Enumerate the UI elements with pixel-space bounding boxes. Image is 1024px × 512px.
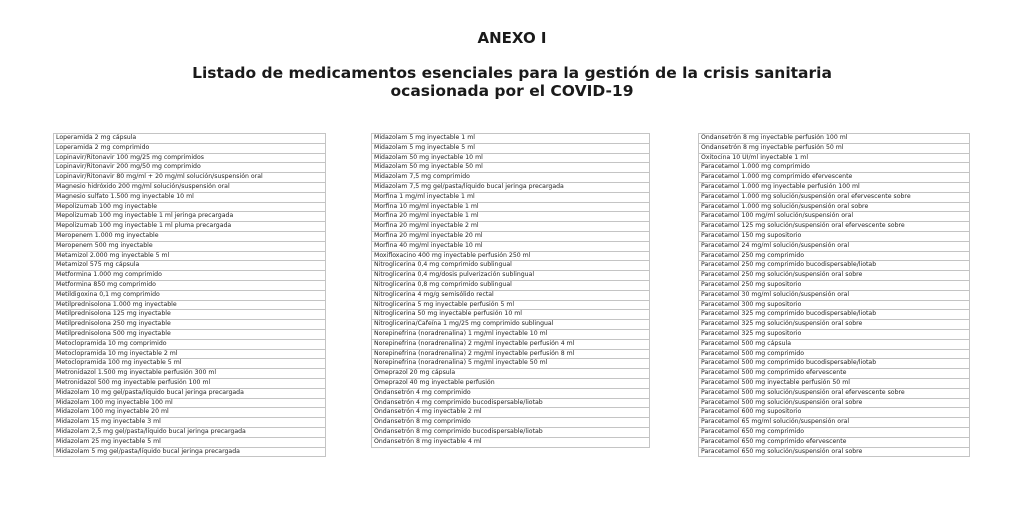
table-row [54,163,326,173]
table-row [372,418,650,428]
table-row [54,231,326,241]
table-row [54,329,326,339]
table-row [699,202,970,212]
table-row [699,329,970,339]
medication-cell: Metformina 1.000 mg comprimido [54,271,326,281]
medication-cell: Mepolizumab 100 mg inyectable 1 ml pluma precargada [54,222,326,232]
table-row [372,271,650,281]
medication-table-column-1 [53,133,326,457]
table-row [699,300,970,310]
medication-cell: Midazolam 5 mg gel/pasta/líquido bucal jeringa precargada [54,447,326,457]
medication-cell: Nitroglicerina 5 mg inyectable perfusión 5 ml [372,300,650,310]
table-row [699,359,970,369]
table-row [699,173,970,183]
table-row [54,143,326,153]
medication-cell: Paracetamol 250 mg comprimido bucodispersable/liotab [699,261,970,271]
medication-cell: Paracetamol 1.000 mg inyectable perfusión 100 ml [699,182,970,192]
table-row [699,182,970,192]
table-row [54,202,326,212]
medication-cell: Metildigoxina 0,1 mg comprimido [54,290,326,300]
table-row [699,231,970,241]
title-line-2: ocasionada por el COVID-19 [390,82,634,100]
table-row [372,280,650,290]
table-row [699,408,970,418]
table-row [54,349,326,359]
table-row [699,398,970,408]
table-row [372,329,650,339]
medication-cell: Paracetamol 500 mg comprimido efervescente [699,369,970,379]
medication-cell: Midazolam 2,5 mg gel/pasta/líquido bucal jeringa precargada [54,427,326,437]
table-row [54,173,326,183]
table-row [699,153,970,163]
medication-cell: Midazolam 15 mg inyectable 3 ml [54,418,326,428]
medication-cell: Midazolam 25 mg inyectable 5 ml [54,437,326,447]
medication-cell: Midazolam 7,5 mg comprimido [372,173,650,183]
medication-cell: Magnesio hidróxido 200 mg/ml solución/suspensión oral [54,182,326,192]
table-row [372,437,650,447]
table-row [54,153,326,163]
medication-cell: Midazolam 7,5 mg gel/pasta/líquido bucal jeringa precargada [372,182,650,192]
medication-cell: Ondansetrón 8 mg comprimido bucodispersable/liotab [372,427,650,437]
table-row [699,437,970,447]
medication-cell: Metoclopramida 10 mg comprimido [54,339,326,349]
table-row [54,388,326,398]
table-row [54,300,326,310]
table-row [699,349,970,359]
table-row [54,427,326,437]
medication-table-column-3 [698,133,970,457]
medication-cell: Lopinavir/Ritonavir 200 mg/50 mg comprimido [54,163,326,173]
medication-cell: Mepolizumab 100 mg inyectable [54,202,326,212]
medication-cell: Moxifloxacino 400 mg inyectable perfusión 250 ml [372,251,650,261]
table-row [54,418,326,428]
medication-cell: Ondansetrón 8 mg inyectable perfusión 50 ml [699,143,970,153]
medication-cell: Nitroglicerina 4 mg/g semisólido rectal [372,290,650,300]
table-row [372,349,650,359]
medication-cell: Nitroglicerina 0,4 mg comprimido sublingual [372,261,650,271]
medication-cell: Paracetamol 325 mg comprimido bucodispersable/liotab [699,310,970,320]
table-row [699,212,970,222]
medication-cell: Metilprednisolona 125 mg inyectable [54,310,326,320]
table-row [372,378,650,388]
medication-cell: Metilprednisolona 500 mg inyectable [54,329,326,339]
medication-cell: Norepinefrina (noradrenalina) 2 mg/ml inyectable perfusión 4 ml [372,339,650,349]
medication-cell: Magnesio sulfato 1.500 mg inyectable 10 ml [54,192,326,202]
table-row [54,378,326,388]
medication-cell: Metamizol 575 mg cápsula [54,261,326,271]
table-row [372,182,650,192]
table-row [54,447,326,457]
medication-cell: Paracetamol 325 mg solución/suspensión oral sobre [699,320,970,330]
medication-cell: Nitroglicerina 0,8 mg comprimido sublingual [372,280,650,290]
medication-table-column-2 [371,133,650,448]
medication-cell: Paracetamol 1.000 mg solución/suspensión oral sobre [699,202,970,212]
table-row [699,418,970,428]
medication-cell: Paracetamol 65 mg/ml solución/suspensión oral [699,418,970,428]
table-row [372,231,650,241]
medication-cell: Morfina 20 mg/ml inyectable 2 ml [372,222,650,232]
medication-cell: Midazolam 100 mg inyectable 20 ml [54,408,326,418]
medication-cell: Oxitocina 10 UI/ml inyectable 1 ml [699,153,970,163]
annex-heading: ANEXO I [477,29,547,47]
table-row [372,241,650,251]
medication-cell: Mepolizumab 100 mg inyectable 1 ml jeringa precargada [54,212,326,222]
medication-cell: Ondansetrón 4 mg comprimido bucodispersable/liotab [372,398,650,408]
table-row [699,241,970,251]
table-row [699,427,970,437]
medication-cell: Paracetamol 325 mg supositorio [699,329,970,339]
table-row [54,437,326,447]
medication-cell: Norepinefrina (noradrenalina) 5 mg/ml inyectable 50 ml [372,359,650,369]
table-row [372,192,650,202]
document-title [160,64,864,100]
table-row [699,339,970,349]
table-row [372,261,650,271]
table-row [54,134,326,144]
medication-cell: Paracetamol 250 mg solución/suspensión oral sobre [699,271,970,281]
table-row [54,182,326,192]
medication-cell: Paracetamol 100 mg/ml solución/suspensión oral [699,212,970,222]
table-row [372,134,650,144]
medication-cell: Norepinefrina (noradrenalina) 1 mg/ml inyectable 10 ml [372,329,650,339]
medication-cell: Midazolam 50 mg inyectable 50 ml [372,163,650,173]
medication-cell: Morfina 20 mg/ml inyectable 20 ml [372,231,650,241]
medication-cell: Metformina 850 mg comprimido [54,280,326,290]
table-row [372,388,650,398]
medication-cell: Metilprednisolona 1.000 mg inyectable [54,300,326,310]
medication-cell: Paracetamol 500 mg inyectable perfusión 50 ml [699,378,970,388]
medication-cell: Paracetamol 300 mg supositorio [699,300,970,310]
table-row [699,222,970,232]
table-row [699,290,970,300]
medication-cell: Ondansetrón 4 mg comprimido [372,388,650,398]
medication-cell: Morfina 1 mg/ml inyectable 1 ml [372,192,650,202]
medication-cell: Midazolam 100 mg inyectable 100 ml [54,398,326,408]
medication-cell: Omeprazol 40 mg inyectable perfusión [372,378,650,388]
table-row [54,408,326,418]
medication-cell: Metamizol 2.000 mg inyectable 5 ml [54,251,326,261]
table-row [372,310,650,320]
table-row [54,369,326,379]
medication-cell: Paracetamol 1.000 mg comprimido [699,163,970,173]
medication-cell: Meropenem 500 mg inyectable [54,241,326,251]
medication-cell: Paracetamol 1.000 mg comprimido efervescente [699,173,970,183]
table-row [699,192,970,202]
table-row [54,241,326,251]
table-row [54,212,326,222]
table-row [699,388,970,398]
medication-cell: Paracetamol 250 mg supositorio [699,280,970,290]
medication-cell: Ondansetrón 8 mg inyectable 4 ml [372,437,650,447]
table-row [54,359,326,369]
table-row [699,163,970,173]
medication-cell: Paracetamol 150 mg supositorio [699,231,970,241]
table-row [372,369,650,379]
medication-cell: Paracetamol 250 mg comprimido [699,251,970,261]
medication-cell: Midazolam 5 mg inyectable 5 ml [372,143,650,153]
medication-cell: Metronidazol 500 mg inyectable perfusión 100 ml [54,378,326,388]
table-row [54,290,326,300]
table-row [372,359,650,369]
medication-cell: Lopinavir/Ritonavir 100 mg/25 mg comprimidos [54,153,326,163]
table-row [54,310,326,320]
table-row [54,339,326,349]
table-row [372,427,650,437]
medication-cell: Metronidazol 1.500 mg inyectable perfusión 300 ml [54,369,326,379]
medication-cell: Ondansetrón 8 mg inyectable perfusión 100 ml [699,134,970,144]
medication-cell: Midazolam 50 mg inyectable 10 ml [372,153,650,163]
table-row [699,310,970,320]
medication-cell: Loperamida 2 mg comprimido [54,143,326,153]
table-row [54,271,326,281]
medication-cell: Ondansetrón 8 mg comprimido [372,418,650,428]
table-row [372,251,650,261]
medication-cell: Nitroglicerina/Cafeína 1 mg/25 mg comprimido sublingual [372,320,650,330]
table-row [372,212,650,222]
table-row [372,408,650,418]
medication-cell: Paracetamol 650 mg comprimido efervescente [699,437,970,447]
table-row [54,398,326,408]
table-row [699,271,970,281]
medication-cell: Midazolam 5 mg inyectable 1 ml [372,134,650,144]
medication-cell: Paracetamol 30 mg/ml solución/suspensión oral [699,290,970,300]
table-row [54,251,326,261]
table-row [699,143,970,153]
medication-cell: Metoclopramida 100 mg inyectable 5 ml [54,359,326,369]
table-row [54,280,326,290]
table-row [372,202,650,212]
medication-cell: Paracetamol 500 mg comprimido [699,349,970,359]
table-row [372,163,650,173]
table-row [372,320,650,330]
medication-cell: Paracetamol 650 mg comprimido [699,427,970,437]
table-row [372,222,650,232]
medication-cell: Midazolam 10 mg gel/pasta/líquido bucal jeringa precargada [54,388,326,398]
medication-cell: Paracetamol 24 mg/ml solución/suspensión oral [699,241,970,251]
medication-cell: Nitroglicerina 0,4 mg/dosis pulverización sublingual [372,271,650,281]
medication-cell: Morfina 40 mg/ml inyectable 10 ml [372,241,650,251]
table-row [699,251,970,261]
medication-cell: Morfina 10 mg/ml inyectable 1 ml [372,202,650,212]
table-row [372,300,650,310]
table-row [54,222,326,232]
table-row [54,261,326,271]
medication-cell: Metilprednisolona 250 mg inyectable [54,320,326,330]
medication-cell: Ondansetrón 4 mg inyectable 2 ml [372,408,650,418]
medication-cell: Paracetamol 600 mg supositorio [699,408,970,418]
table-row [54,192,326,202]
table-row [699,447,970,457]
table-row [699,320,970,330]
medication-cell: Meropenem 1.000 mg inyectable [54,231,326,241]
table-row [54,320,326,330]
table-row [699,280,970,290]
table-row [372,339,650,349]
medication-cell: Paracetamol 500 mg solución/suspensión oral efervescente sobre [699,388,970,398]
medication-cell: Morfina 20 mg/ml inyectable 1 ml [372,212,650,222]
medication-cell: Paracetamol 500 mg cápsula [699,339,970,349]
medication-cell: Paracetamol 125 mg solución/suspensión oral efervescente sobre [699,222,970,232]
medication-cell: Loperamida 2 mg cápsula [54,134,326,144]
table-row [699,261,970,271]
medication-cell: Paracetamol 650 mg solución/suspensión oral sobre [699,447,970,457]
table-row [372,153,650,163]
table-row [699,134,970,144]
medication-cell: Nitroglicerina 50 mg inyectable perfusión 10 ml [372,310,650,320]
table-row [372,143,650,153]
medication-cell: Paracetamol 1.000 mg solución/suspensión oral efervescente sobre [699,192,970,202]
medication-cell: Paracetamol 500 mg solución/suspensión oral sobre [699,398,970,408]
table-row [699,369,970,379]
table-row [372,290,650,300]
medication-cell: Metoclopramida 10 mg inyectable 2 ml [54,349,326,359]
table-row [372,398,650,408]
medication-cell: Norepinefrina (noradrenalina) 2 mg/ml inyectable perfusión 8 ml [372,349,650,359]
table-row [699,378,970,388]
table-row [372,173,650,183]
medication-cell: Paracetamol 500 mg comprimido bucodispersable/liotab [699,359,970,369]
medication-cell: Lopinavir/Ritonavir 80 mg/ml + 20 mg/ml solución/suspensión oral [54,173,326,183]
title-line-1: Listado de medicamentos esenciales para la gestión de la crisis sanitaria [192,64,832,82]
medication-cell: Omeprazol 20 mg cápsula [372,369,650,379]
